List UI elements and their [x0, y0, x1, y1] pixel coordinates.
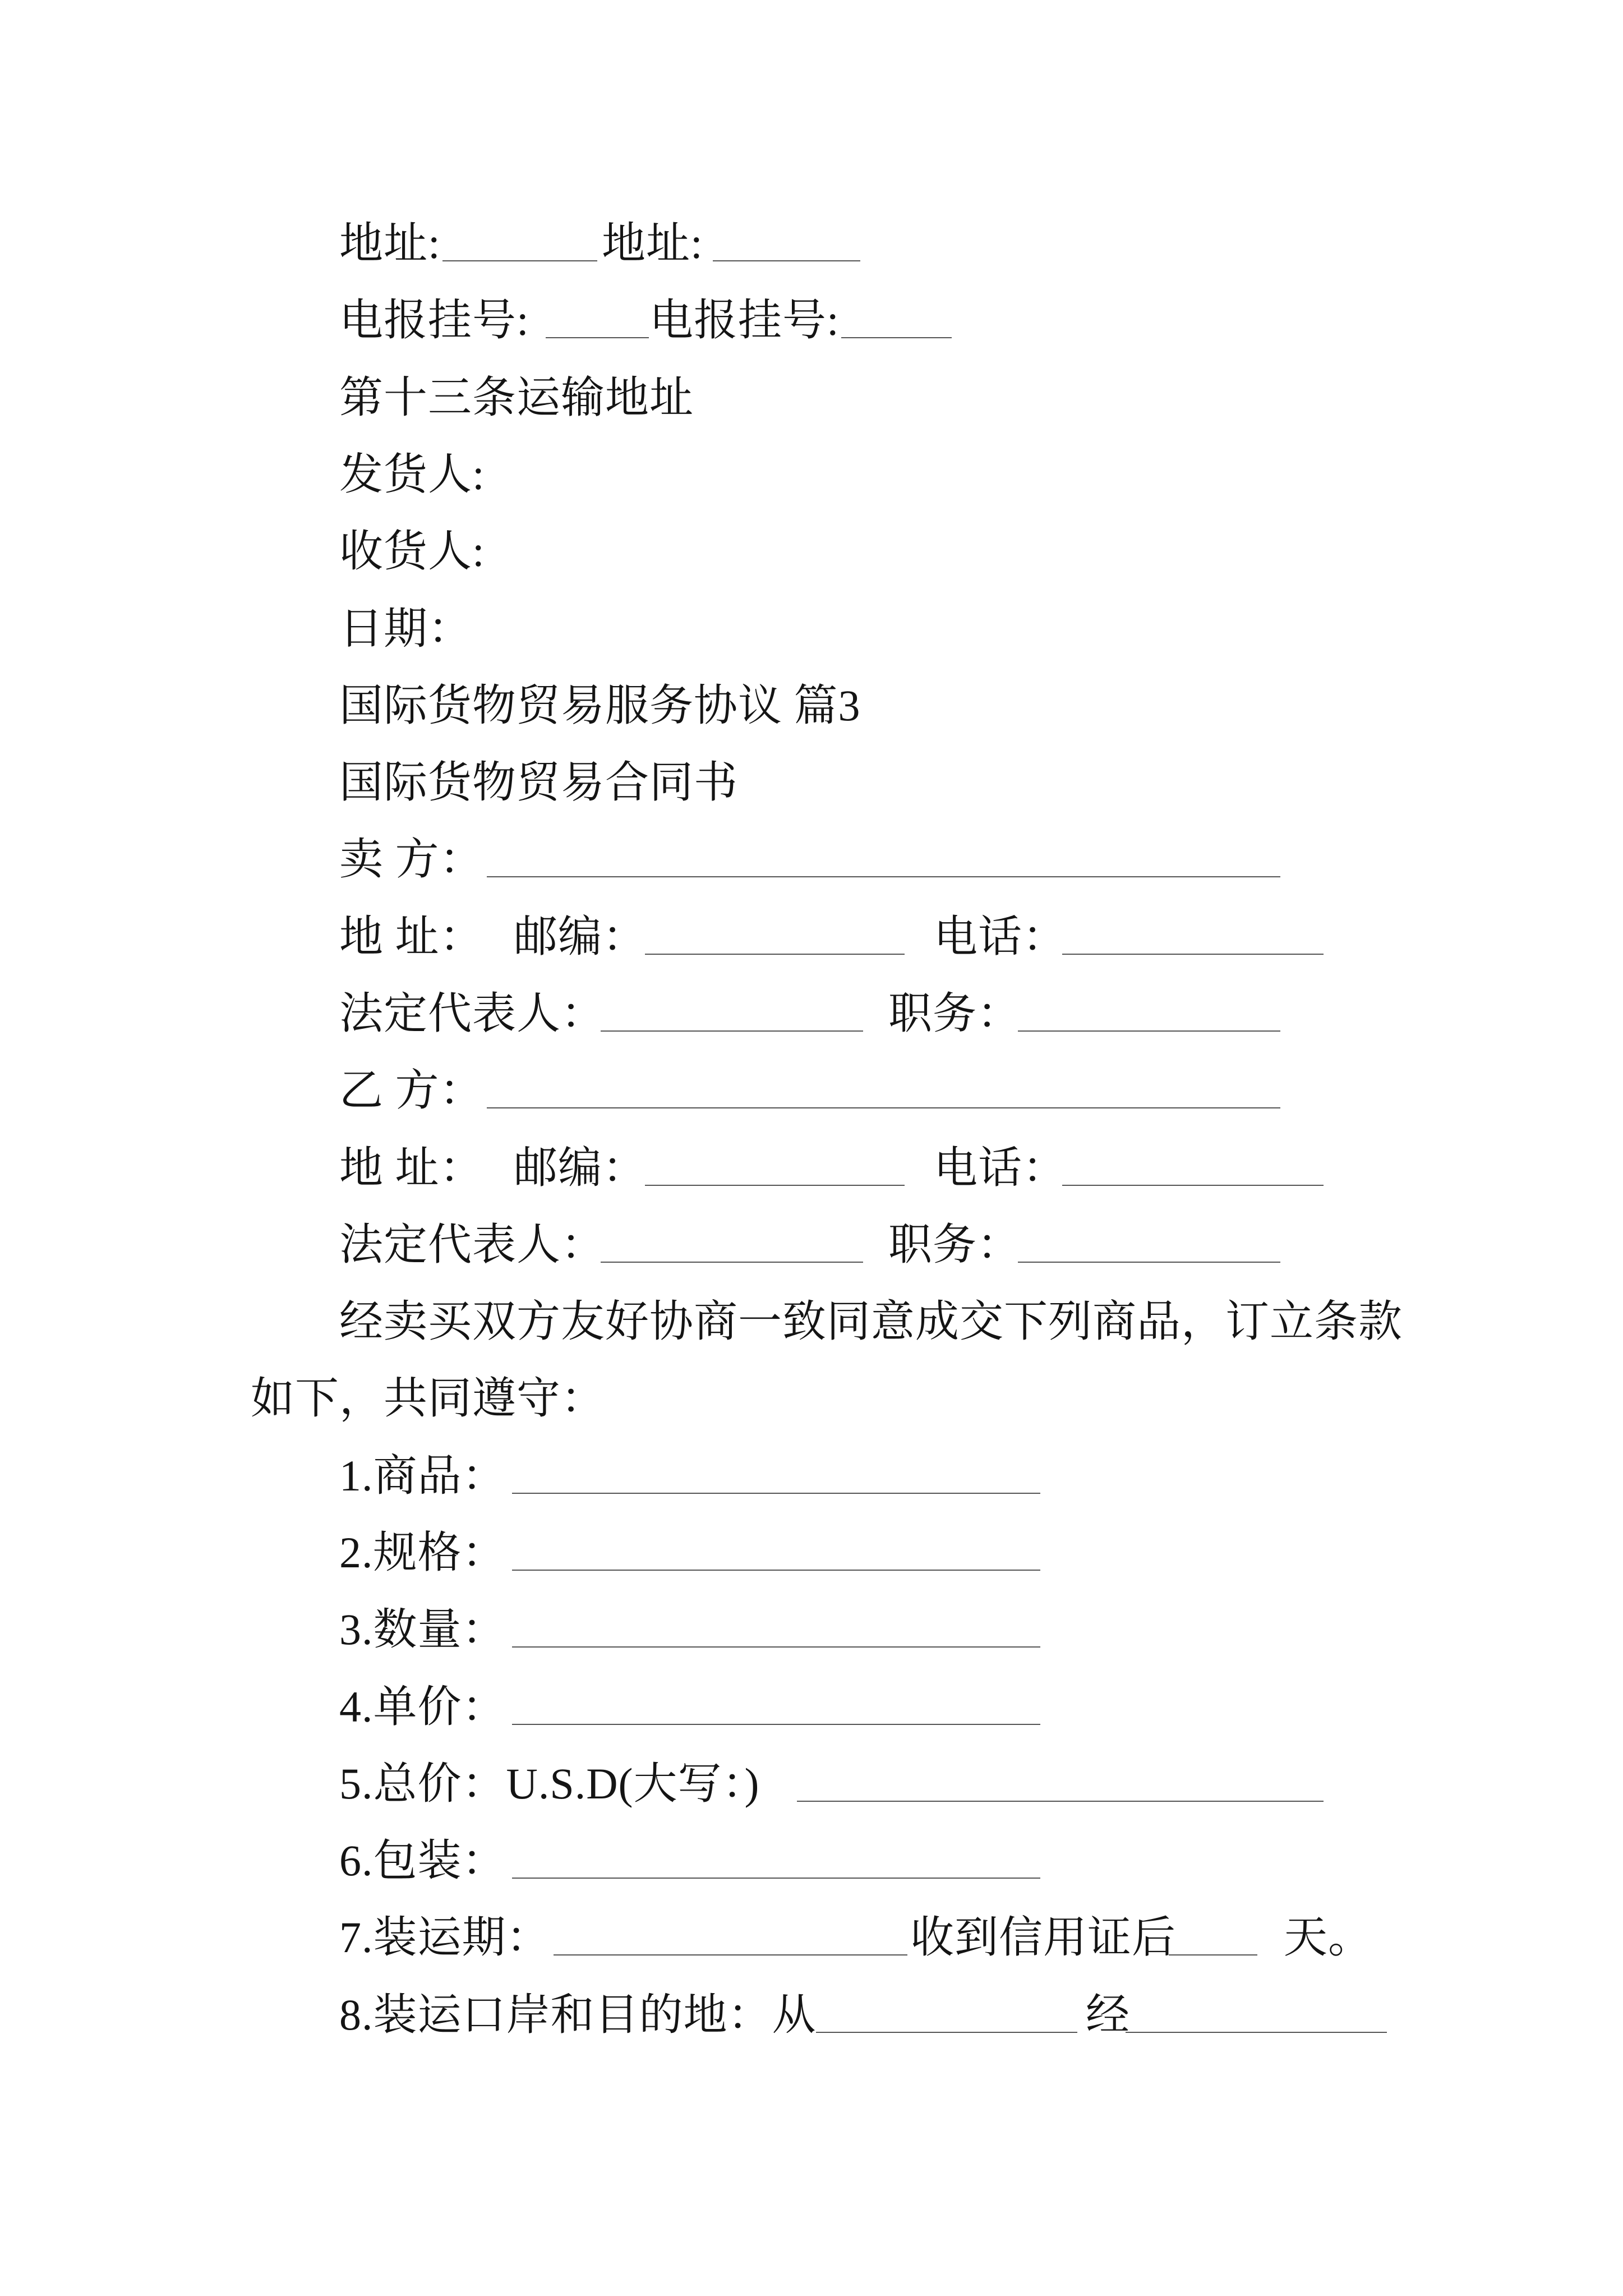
- fill-in-blank: [512, 1531, 1040, 1571]
- fill-in-blank: [1126, 1993, 1387, 2033]
- fill-in-blank: [487, 838, 1280, 877]
- unit-price-label: 4.单价：: [339, 1682, 506, 1731]
- buyer-label: 乙 方：: [339, 1066, 484, 1115]
- fill-in-blank: [554, 1916, 907, 1955]
- fill-in-blank: [546, 298, 649, 338]
- legal-rep-label: 法定代表人：: [339, 1220, 606, 1269]
- section-heading: 国际货物贸易服务协议 篇3: [339, 681, 861, 730]
- date-line: [0, 604, 1623, 653]
- phone-label: 电话：: [934, 1143, 1067, 1192]
- buyer-address-line: [0, 1143, 1623, 1192]
- fill-in-blank: [841, 298, 952, 338]
- preamble-line-1: [0, 1297, 1623, 1346]
- buyer-party-line: [0, 1066, 1623, 1115]
- postcode-label: 邮编：: [514, 912, 647, 961]
- packing-label: 6.包装：: [339, 1836, 506, 1885]
- address-label: 地址:: [339, 219, 441, 268]
- legal-rep-label: 法定代表人：: [339, 989, 606, 1038]
- fill-in-blank: [442, 222, 597, 261]
- address-label: 地 址：: [339, 1143, 484, 1192]
- preamble-line-2: [0, 1374, 1623, 1423]
- fill-in-blank: [1169, 1916, 1257, 1955]
- fill-in-blank: [1062, 1146, 1324, 1186]
- cable-label: 电报挂号:: [339, 296, 529, 344]
- position-label: 职务：: [888, 989, 1022, 1038]
- position-label: 职务：: [888, 1220, 1022, 1269]
- term-quantity-line: [0, 1605, 1623, 1654]
- shipment-period-label: 7.装运期：: [339, 1913, 551, 1962]
- fill-in-blank: [797, 1762, 1324, 1802]
- via-label: 经: [1086, 1990, 1131, 2039]
- postcode-label: 邮编：: [514, 1143, 647, 1192]
- preamble-text: 经卖买双方友好协商一致同意成交下列商品，订立条款: [339, 1297, 1403, 1346]
- contract-title: 国际货物贸易合同书: [339, 758, 739, 807]
- goods-label: 1.商品：: [339, 1451, 506, 1500]
- after-lc-label: 收到信用证后: [910, 1913, 1177, 1962]
- term-goods-line: [0, 1451, 1623, 1500]
- term-shipment-line: [0, 1913, 1623, 1962]
- shipper-line: [0, 450, 1623, 499]
- fill-in-blank: [645, 1146, 905, 1186]
- seller-address-line: [0, 912, 1623, 961]
- fill-in-blank: [713, 222, 860, 261]
- fill-in-blank: [645, 915, 905, 955]
- ports-label: 8.装运口岸和目的地：从: [339, 1990, 817, 2039]
- address-label: 地 址：: [339, 912, 484, 961]
- fill-in-blank: [816, 1993, 1077, 2033]
- term-total-price-line: [0, 1759, 1623, 1808]
- fill-in-blank: [487, 1069, 1280, 1108]
- quantity-label: 3.数量：: [339, 1605, 506, 1654]
- fill-in-blank: [601, 1223, 863, 1263]
- term-specification-line: [0, 1528, 1623, 1577]
- seller-label: 卖 方：: [339, 835, 484, 884]
- fill-in-blank: [1062, 915, 1324, 955]
- seller-representative-line: [0, 989, 1623, 1038]
- fill-in-blank: [1018, 992, 1280, 1032]
- cable-label-2: 电报挂号:: [649, 296, 840, 344]
- fill-in-blank: [1018, 1223, 1280, 1263]
- article-13-title: 第十三条运输地址: [339, 373, 694, 422]
- specification-label: 2.规格：: [339, 1528, 506, 1577]
- shipper-label: 发货人:: [339, 450, 485, 499]
- fill-in-blank: [512, 1608, 1040, 1648]
- date-label: 日期：: [339, 604, 473, 653]
- buyer-representative-line: [0, 1220, 1623, 1269]
- term-ports-line: [0, 1990, 1623, 2039]
- section-heading-line: [0, 681, 1623, 730]
- preamble-text: 如下，共同遵守：: [251, 1374, 606, 1423]
- term-packing-line: [0, 1836, 1623, 1885]
- seller-party-line: [0, 835, 1623, 884]
- total-price-label: 5.总价：U.S.D(大写：): [339, 1759, 760, 1808]
- phone-label: 电话：: [934, 912, 1067, 961]
- article-title-line: [0, 373, 1623, 422]
- address-line: [0, 219, 1623, 268]
- contract-title-line: [0, 758, 1623, 807]
- fill-in-blank: [512, 1839, 1040, 1879]
- fill-in-blank: [601, 992, 863, 1032]
- consignee-label: 收货人:: [339, 527, 485, 576]
- cable-address-line: [0, 298, 1623, 342]
- fill-in-blank: [512, 1685, 1040, 1725]
- consignee-line: [0, 527, 1623, 576]
- fill-in-blank: [512, 1454, 1040, 1494]
- address-label-2: 地址:: [602, 219, 703, 268]
- days-label: 天。: [1284, 1913, 1373, 1962]
- term-unit-price-line: [0, 1682, 1623, 1731]
